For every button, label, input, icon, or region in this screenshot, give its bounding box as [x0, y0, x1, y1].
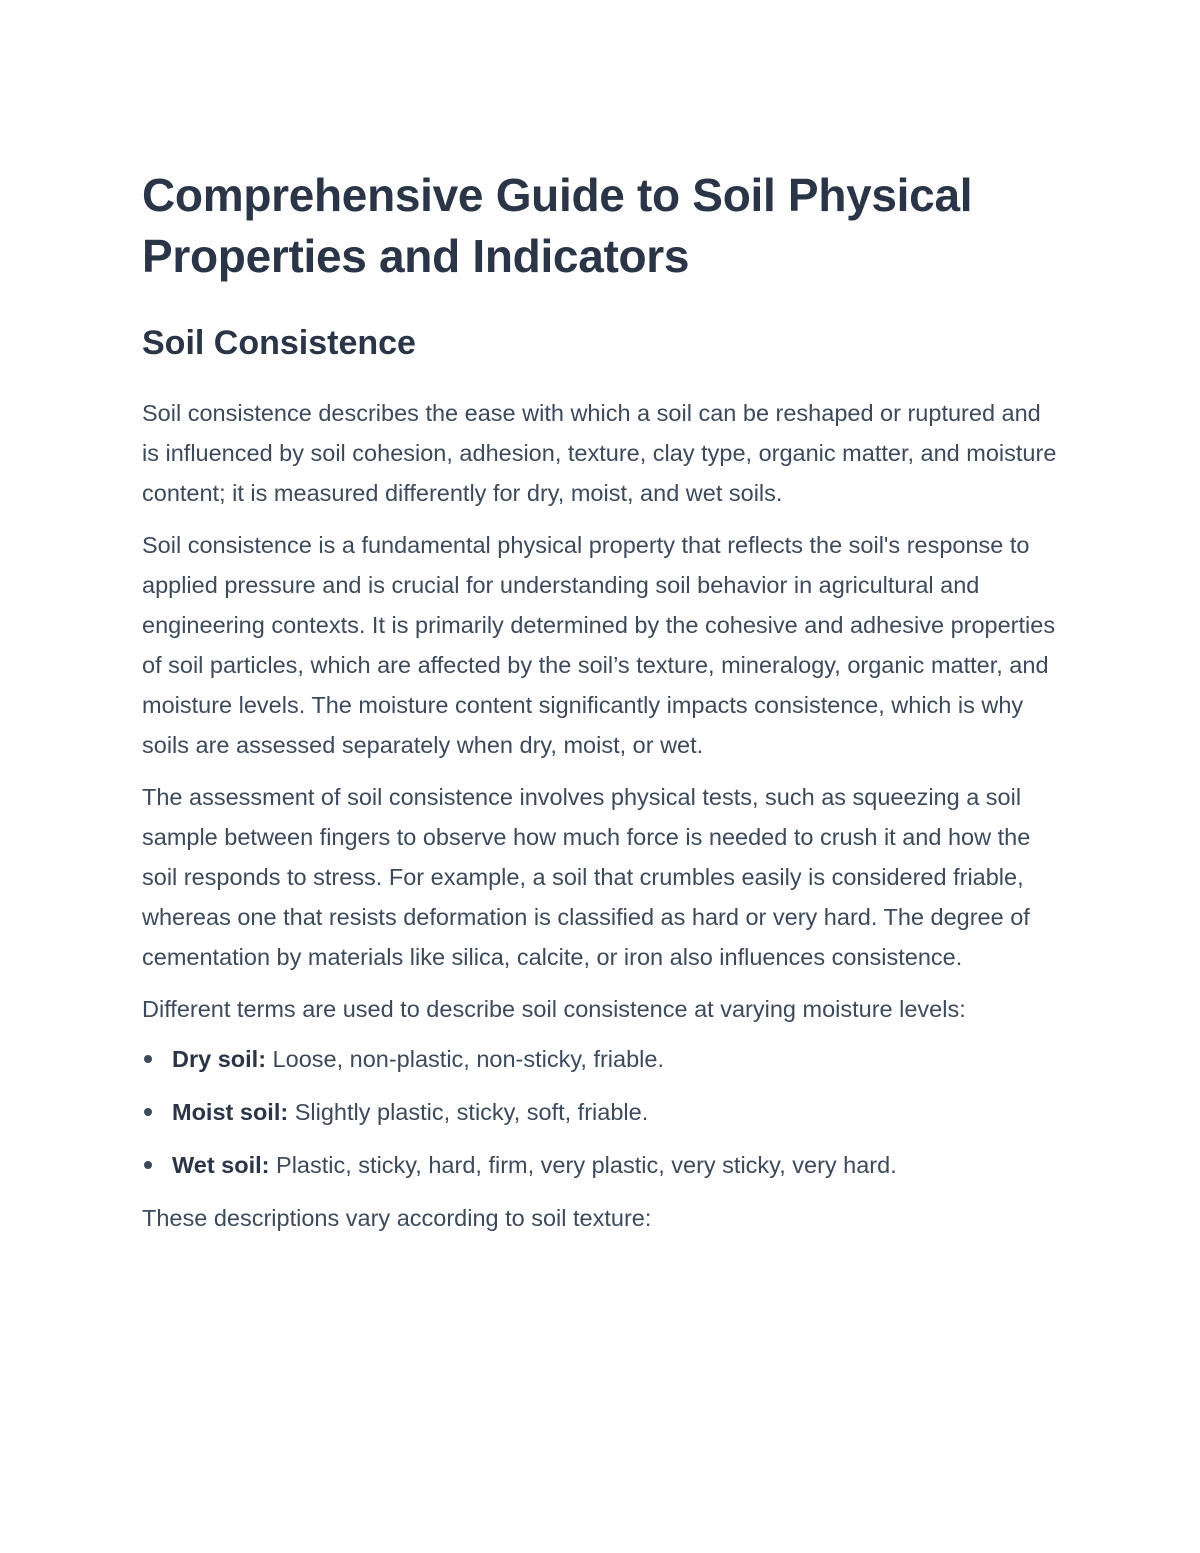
bullet-dot-icon [144, 1161, 152, 1169]
page-title: Comprehensive Guide to Soil Physical Properties and Indicators [142, 169, 973, 282]
paragraph: The assessment of soil consistence involves physical tests, such as squeezing a soil sample between fingers to observe how much force is needed to crush it and how the soil responds to stress. For example, a soil that crumbles easily is considered friable, whereas one that resists deformation is classified as hard or very hard. The degree of cementation by materials like silica, calcite, or iron also influences consistence. [142, 784, 1031, 970]
list-item-text: Plastic, sticky, hard, firm, very plastic, very sticky, very hard. [269, 1152, 897, 1178]
list-item-term: Moist soil: [172, 1099, 289, 1125]
list-item-text: Loose, non-plastic, non-sticky, friable. [266, 1046, 664, 1072]
list-item-text: Slightly plastic, sticky, soft, friable. [288, 1099, 649, 1125]
list-item-moist-soil [142, 1092, 1062, 1132]
paragraph: Different terms are used to describe soil consistence at varying moisture levels: [142, 996, 966, 1022]
document-page [142, 165, 1062, 1238]
paragraph: Soil consistence is a fundamental physical property that reflects the soil's response to applied pressure and is crucial for understanding soil behavior in agricultural and engineering contexts. It is primarily determined by the cohesive and adhesive properties of soil particles, which are affected by the soil’s texture, mineralogy, organic matter, and moisture levels. The moisture content significantly impacts consistence, which is why soils are assessed separately when dry, moist, or wet. [142, 532, 1056, 758]
list-item-term: Dry soil: [172, 1046, 267, 1072]
paragraph: Soil consistence describes the ease with which a soil can be reshaped or ruptured and is influenced by soil cohesion, adhesion, texture, clay type, organic matter, and moisture content; it is measured differently for dry, moist, and wet soils. [142, 400, 1057, 506]
list-item-wet-soil [142, 1145, 1062, 1185]
list-item-term: Wet soil: [172, 1152, 270, 1178]
moisture-levels-list [142, 1039, 1062, 1185]
bullet-dot-icon [144, 1108, 152, 1116]
list-item-dry-soil [142, 1039, 1062, 1079]
bullet-dot-icon [144, 1055, 152, 1063]
section-heading-soil-consistence: Soil Consistence [142, 324, 416, 362]
paragraph-closing: These descriptions vary according to soil texture: [142, 1205, 652, 1231]
